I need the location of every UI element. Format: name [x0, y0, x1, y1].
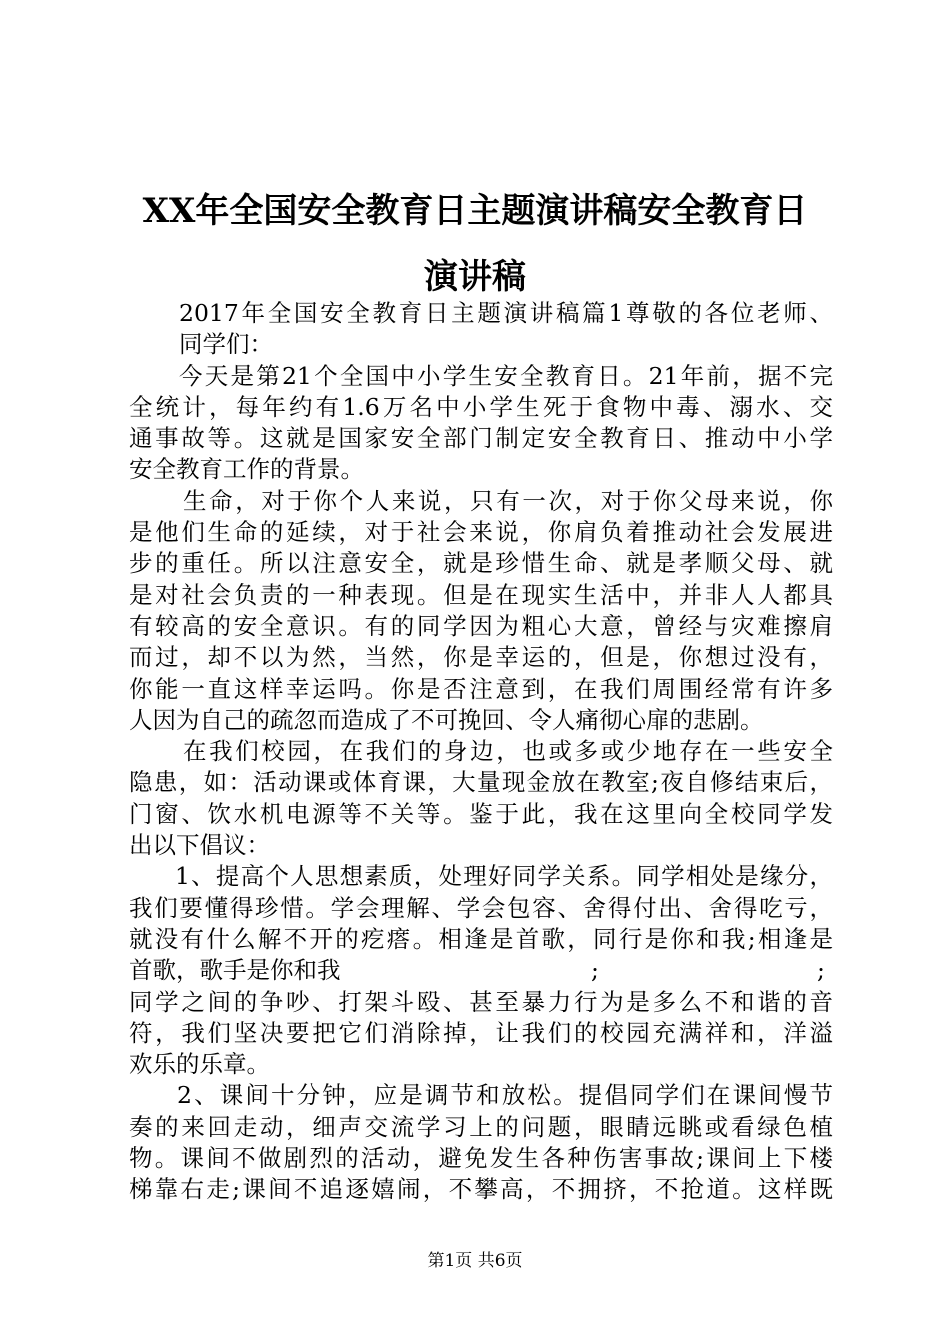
paragraph-line: 有较高的安全意识。有的同学因为粗心大意，曾经与灾难擦肩	[129, 611, 833, 640]
paragraph-line: 2017年全国安全教育日主题演讲稿篇1尊敬的各位老师、	[179, 299, 833, 327]
paragraph-line: 是对社会负责的一种表现。但是在现实生活中，并非人人都具	[129, 580, 833, 609]
paragraph-line: 欢乐的乐章。	[129, 1050, 270, 1079]
paragraph-line: 同学们：	[179, 330, 273, 359]
document-title	[100, 178, 850, 310]
paragraph-line: 出以下倡议：	[129, 831, 270, 860]
paragraph-line: 我们要懂得珍惜。学会理解、学会包容、舍得付出、舍得吃亏，	[129, 893, 833, 922]
paragraph-line: 就没有什么解不开的疙瘩。相逢是首歌，同行是你和我;相逢是	[129, 924, 833, 953]
line-text: 首歌，歌手是你和我	[129, 956, 341, 985]
paragraph-line: 全统计，每年约有1.6万名中小学生死于食物中毒、溺水、交	[129, 392, 833, 421]
paragraph-line-with-semicolons	[129, 955, 833, 986]
paragraph-line: 人因为自己的疏忽而造成了不可挽回、令人痛彻心扉的悲剧。	[129, 705, 764, 734]
paragraph-line: 在我们校园，在我们的身边，也或多或少地存在一些安全	[183, 737, 833, 766]
paragraph-line: 2、课间十分钟，应是调节和放松。提倡同学们在课间慢节	[177, 1081, 833, 1110]
paragraph-line: 通事故等。这就是国家安全部门制定安全教育日、推动中小学	[129, 424, 833, 453]
paragraph-line: 步的重任。所以注意安全，就是珍惜生命、就是孝顺父母、就	[129, 549, 833, 578]
paragraph-line: 符，我们坚决要把它们消除掉，让我们的校园充满祥和，洋溢	[129, 1018, 833, 1047]
paragraph-line: 物。课间不做剧烈的活动，避免发生各种伤害事故;课间上下楼	[129, 1144, 833, 1173]
paragraph-line: 而过，却不以为然，当然，你是幸运的，但是，你想过没有，	[129, 643, 833, 672]
paragraph-line: 隐患，如：活动课或体育课，大量现金放在教室;夜自修结束后，	[129, 768, 833, 797]
paragraph-line: 梯靠右走;课间不追逐嬉闹，不攀高，不拥挤，不抢道。这样既	[129, 1175, 833, 1204]
page-number: 第1页 共6页	[427, 1251, 523, 1271]
title-line-1: XX年全国安全教育日主题演讲稿安全教育日	[142, 191, 808, 231]
page-footer	[0, 1246, 950, 1271]
title-line-2: 演讲稿	[424, 257, 526, 297]
paragraph-line: 今天是第21个全国中小学生安全教育日。21年前，据不完	[179, 361, 833, 390]
document-body	[129, 298, 833, 1206]
semicolon-mark: ;	[817, 956, 825, 985]
paragraph-line: 你能一直这样幸运吗。你是否注意到，在我们周围经常有许多	[129, 674, 833, 703]
semicolon-mark: ;	[591, 956, 599, 985]
paragraph-line: 奏的来回走动，细声交流学习上的问题，眼睛远眺或看绿色植	[129, 1112, 833, 1141]
paragraph-line: 是他们生命的延续，对于社会来说，你肩负着推动社会发展进	[129, 518, 833, 547]
paragraph-line: 生命，对于你个人来说，只有一次，对于你父母来说，你	[183, 486, 833, 515]
paragraph-line: 门窗、饮水机电源等不关等。鉴于此，我在这里向全校同学发	[129, 799, 833, 828]
paragraph-line: 1、提高个人思想素质，处理好同学关系。同学相处是缘分，	[175, 862, 833, 891]
paragraph-line: 安全教育工作的背景。	[129, 455, 364, 484]
paragraph-line: 同学之间的争吵、打架斗殴、甚至暴力行为是多么不和谐的音	[129, 987, 833, 1016]
